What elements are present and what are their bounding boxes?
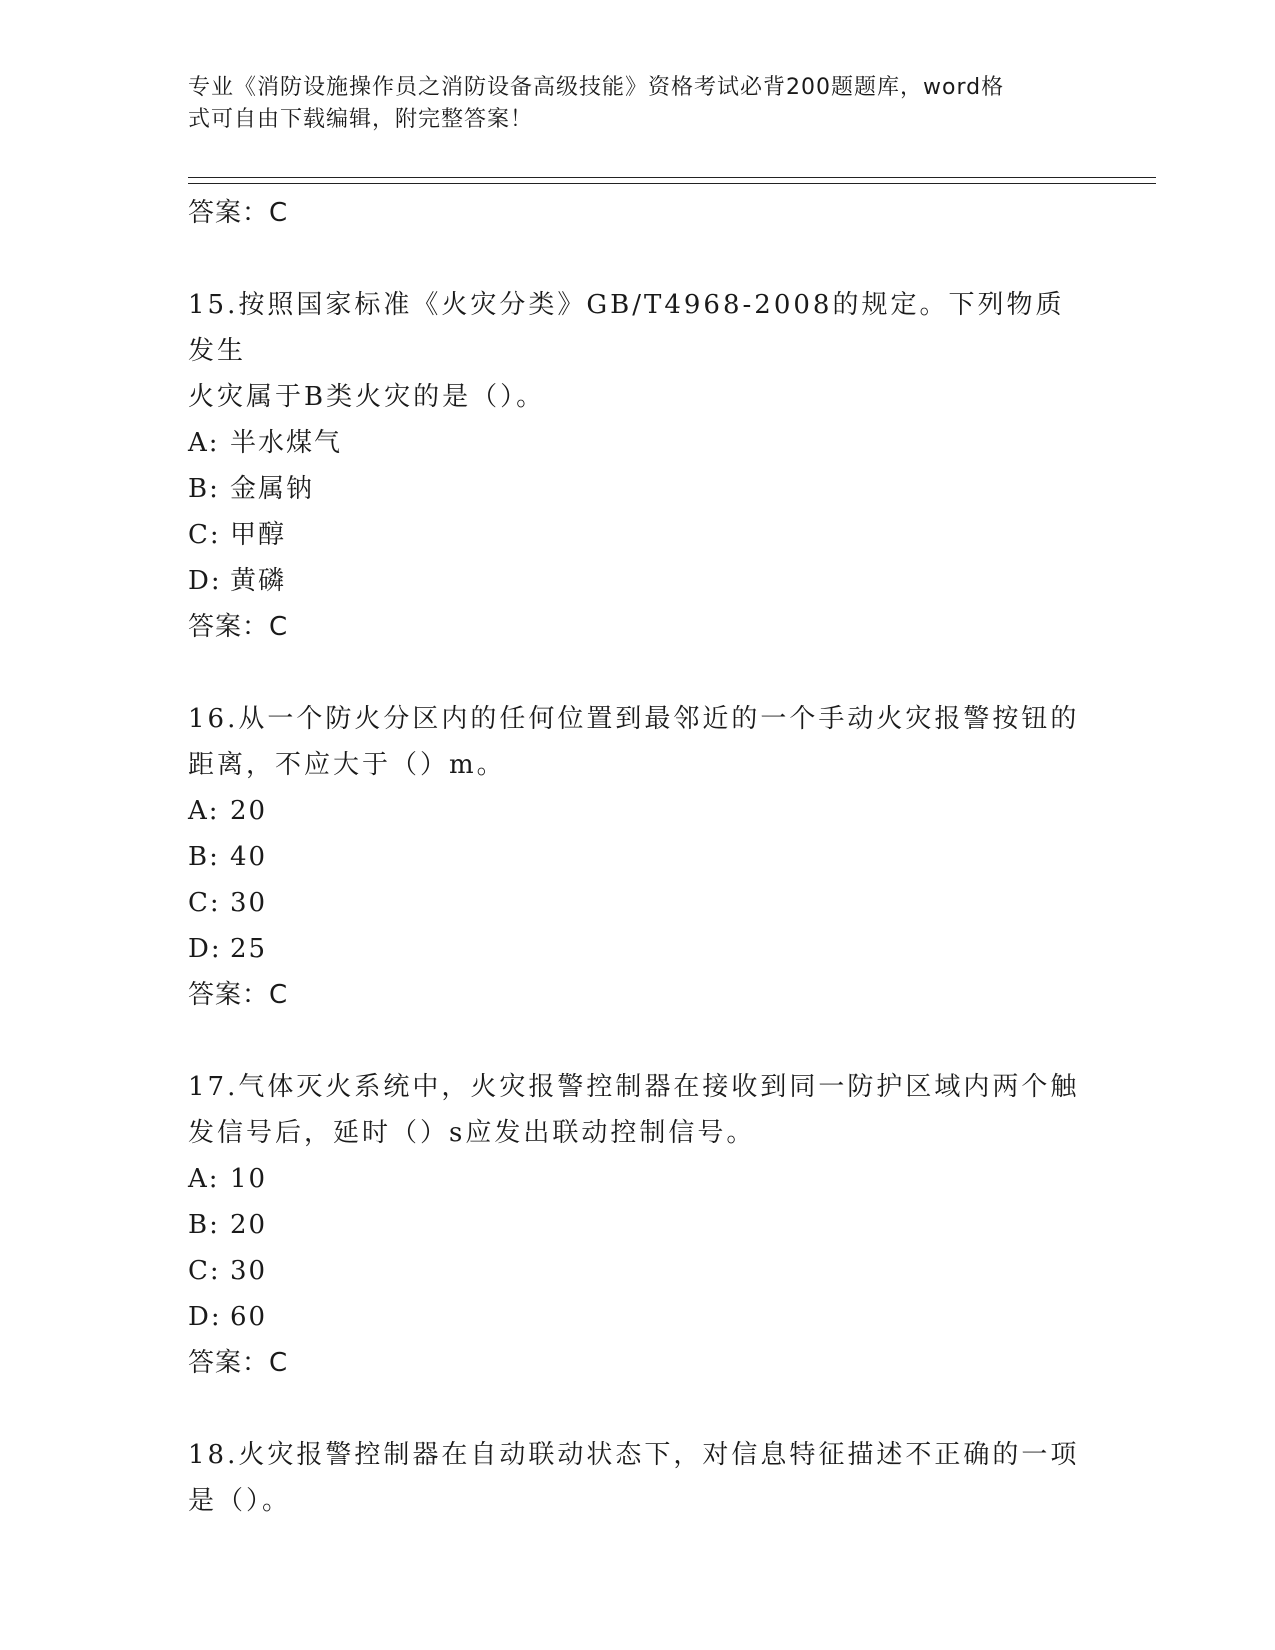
stem-line-1: 15.按照国家标准《火灾分类》GB/T4968-2008的规定。下列物质发生	[188, 290, 1065, 366]
option-c	[188, 512, 1088, 558]
question-18	[188, 1432, 1088, 1524]
question-stem	[188, 1432, 1088, 1524]
header-rule-top	[188, 177, 1156, 178]
option-letter: D:	[188, 1302, 222, 1332]
document-header	[188, 72, 1068, 136]
option-letter: D:	[188, 934, 222, 964]
option-b	[188, 834, 1088, 880]
question-stem	[188, 1064, 1088, 1156]
option-text: 40	[230, 842, 268, 872]
option-d	[188, 558, 1088, 604]
answer: 答案：C	[188, 1348, 289, 1378]
stem-line-1: 16.从一个防火分区内的任何位置到最邻近的一个手动火灾报警按钮的	[188, 704, 1080, 734]
option-letter: C:	[188, 1256, 221, 1286]
option-text: 黄磷	[230, 566, 287, 596]
stem-line-1: 17.气体灭火系统中，火灾报警控制器在接收到同一防护区域内两个触	[188, 1072, 1080, 1102]
option-letter: C:	[188, 888, 221, 918]
option-a	[188, 788, 1088, 834]
header-line-2: 式可自由下载编辑，附完整答案！	[188, 107, 534, 132]
option-text: 60	[230, 1302, 268, 1332]
option-letter: B:	[188, 1210, 220, 1240]
option-text: 30	[230, 888, 268, 918]
option-c	[188, 880, 1088, 926]
option-text: 甲醇	[230, 520, 287, 550]
option-text: 30	[230, 1256, 268, 1286]
previous-answer: 答案：C	[188, 198, 289, 228]
option-d	[188, 926, 1088, 972]
question-stem	[188, 282, 1088, 420]
option-text: 10	[230, 1164, 268, 1194]
stem-line-2: 距离，不应大于（）m。	[188, 750, 506, 780]
option-text: 金属钠	[230, 474, 315, 504]
option-b	[188, 466, 1088, 512]
option-letter: A:	[188, 428, 220, 458]
option-letter: B:	[188, 842, 220, 872]
question-17	[188, 1064, 1088, 1386]
option-a	[188, 420, 1088, 466]
stem-line-2: 是（）。	[188, 1486, 292, 1516]
option-d	[188, 1294, 1088, 1340]
question-list	[188, 190, 1088, 1524]
header-line-1: 专业《消防设施操作员之消防设备高级技能》资格考试必背200题题库，word格	[188, 75, 1005, 100]
question-stem	[188, 696, 1088, 788]
stem-line-2: 发信号后，延时（）s应发出联动控制信号。	[188, 1118, 756, 1148]
option-c	[188, 1248, 1088, 1294]
header-rule-bottom	[188, 183, 1156, 184]
answer: 答案：C	[188, 980, 289, 1010]
option-letter: A:	[188, 1164, 220, 1194]
option-letter: A:	[188, 796, 220, 826]
question-16	[188, 696, 1088, 1018]
option-text: 25	[230, 934, 268, 964]
option-text: 20	[230, 796, 268, 826]
option-letter: B:	[188, 474, 220, 504]
stem-line-1: 18.火灾报警控制器在自动联动状态下，对信息特征描述不正确的一项	[188, 1440, 1080, 1470]
question-15	[188, 282, 1088, 650]
option-a	[188, 1156, 1088, 1202]
option-b	[188, 1202, 1088, 1248]
answer: 答案：C	[188, 612, 289, 642]
option-letter: D:	[188, 566, 222, 596]
option-text: 半水煤气	[230, 428, 343, 458]
option-letter: C:	[188, 520, 221, 550]
option-text: 20	[230, 1210, 268, 1240]
stem-line-2: 火灾属于B类火灾的是（）。	[188, 382, 546, 412]
